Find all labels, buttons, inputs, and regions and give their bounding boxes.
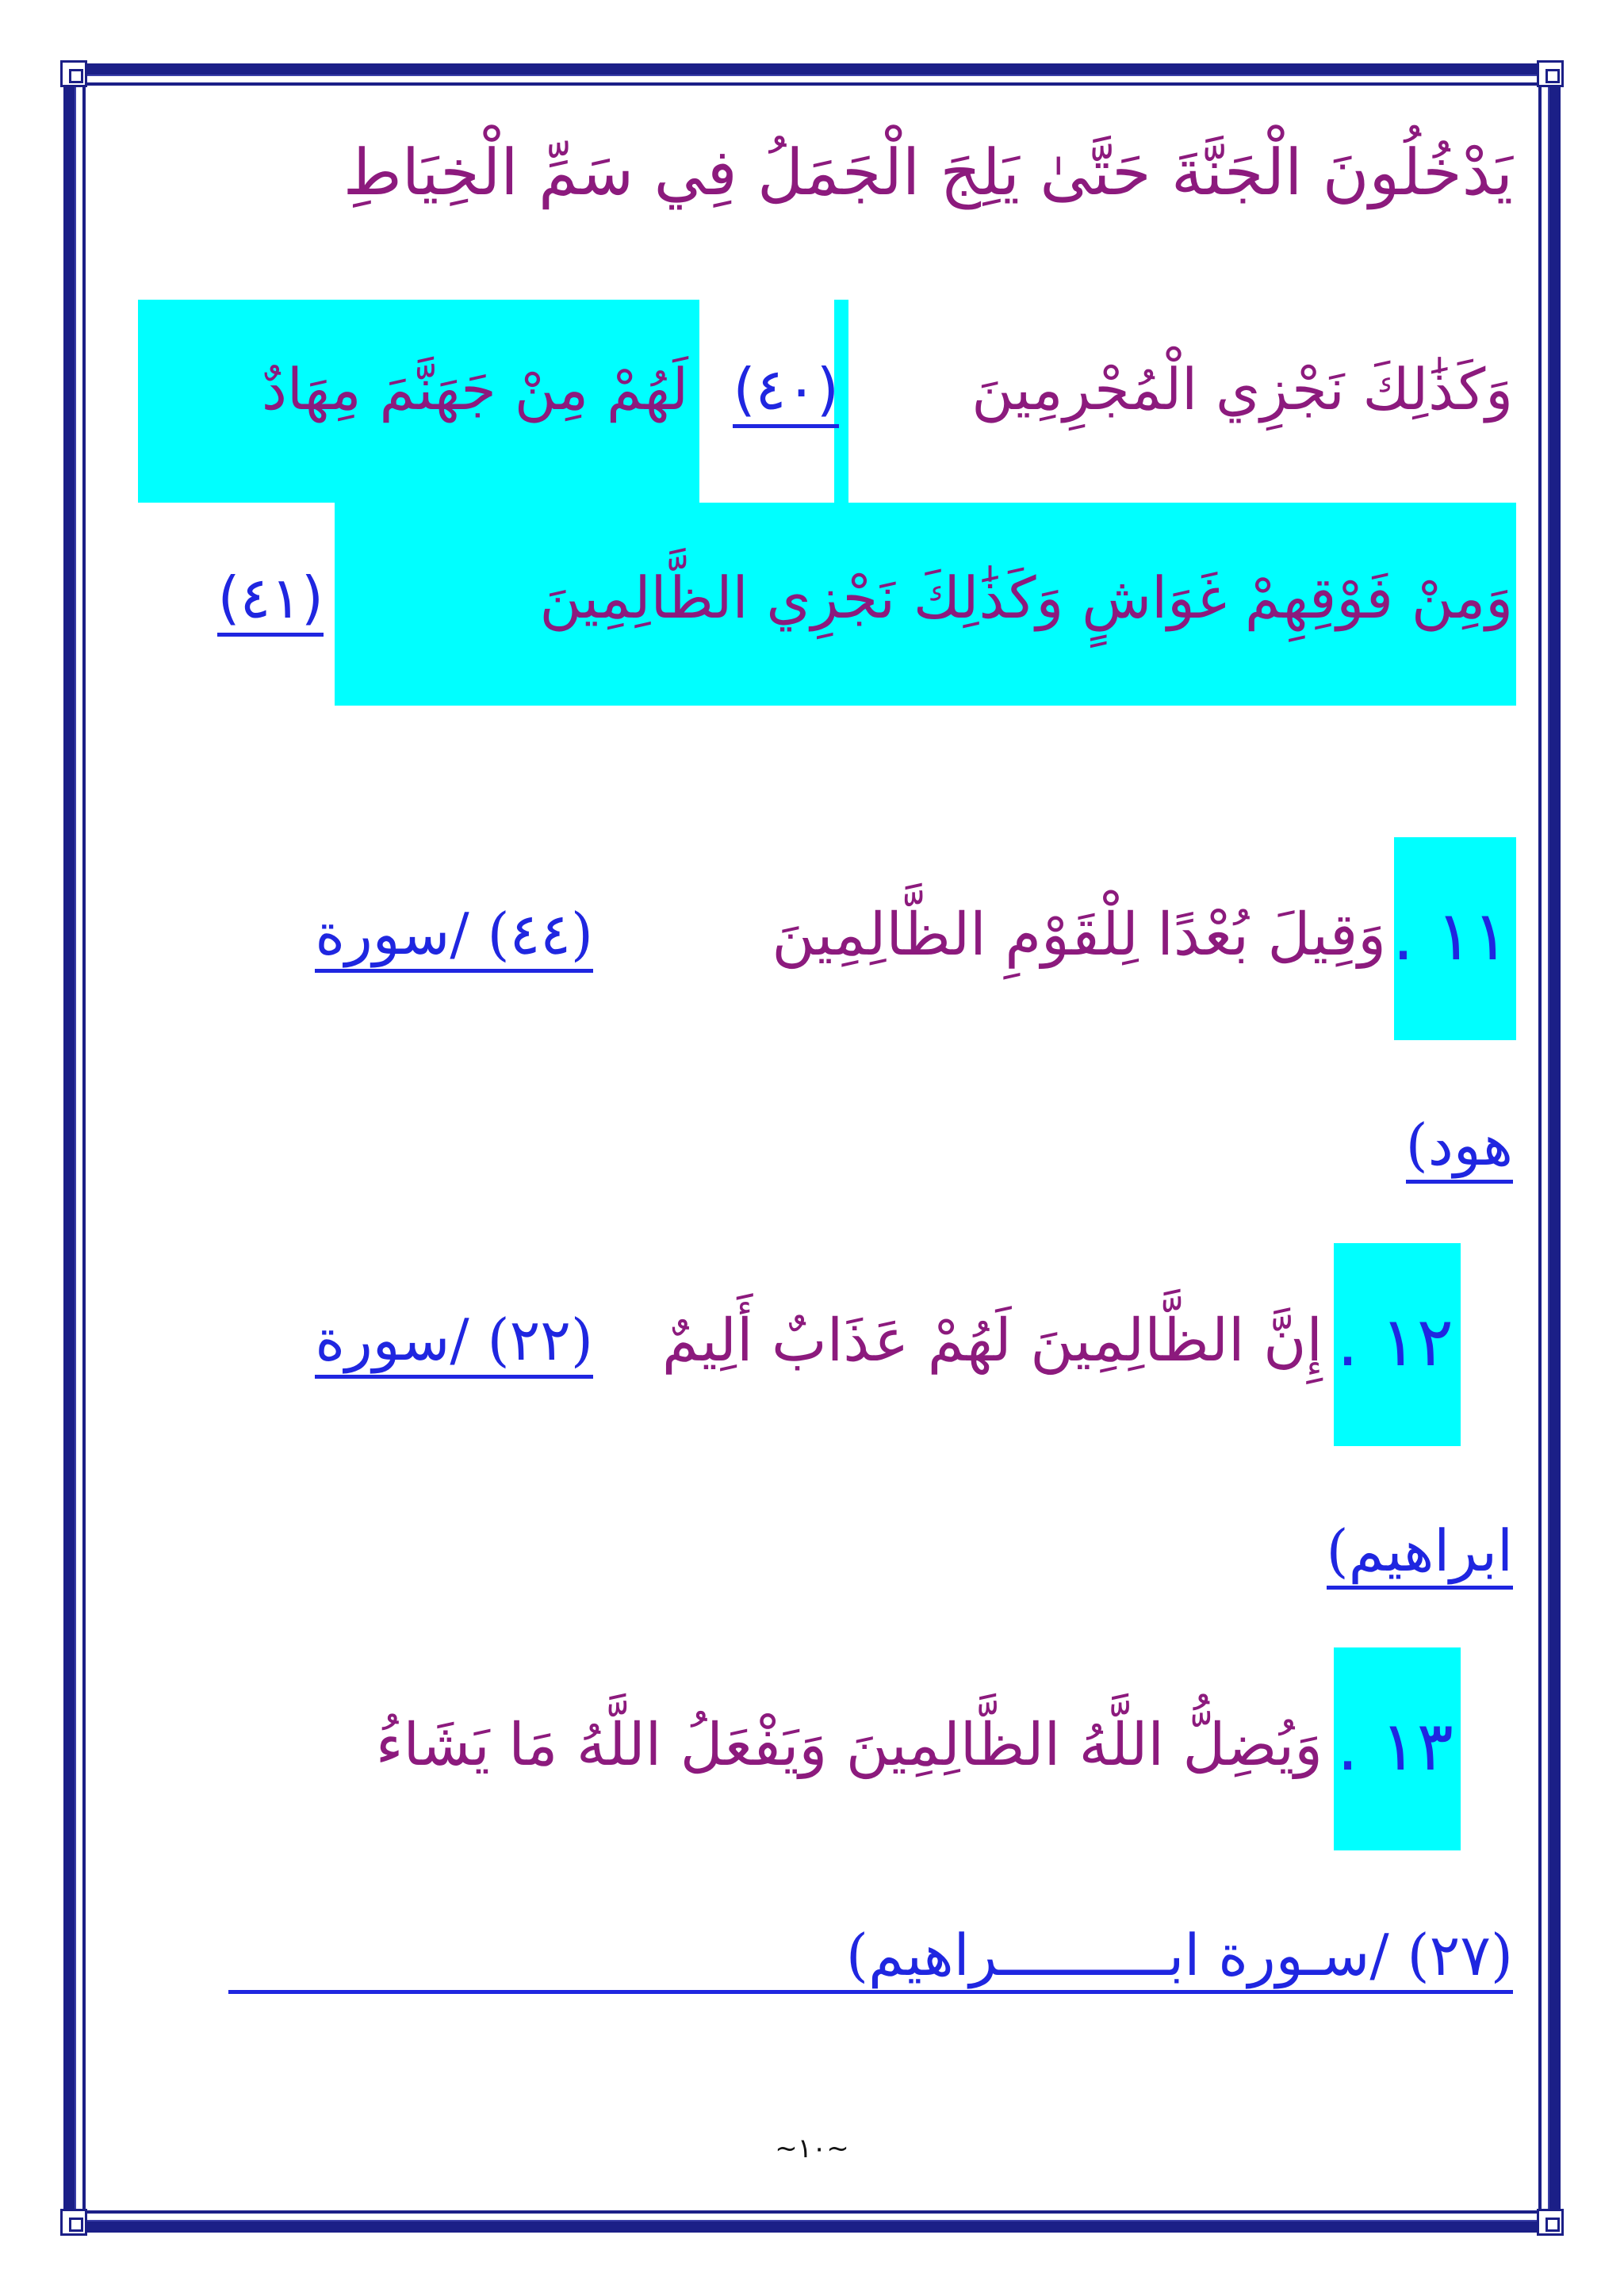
item-11-verse: وَقِيلَ بُعْدًا لِلْقَوْمِ الظَّالِمِينَ bbox=[772, 901, 1386, 969]
verse-number-40: (٤٠) bbox=[733, 361, 839, 428]
item-12-reference-continuation: ابراهيم) bbox=[1327, 1522, 1513, 1590]
item-number-12: ١٢ . bbox=[1336, 1303, 1454, 1382]
verse-line-2: وَكَذَٰلِكَ نَجْزِي الْمُجْرِمِينَ bbox=[971, 356, 1513, 423]
verse-line-1: يَدْخُلُونَ الْجَنَّةَ حَتَّىٰ يَلِجَ الْجَمَلُ فِي سَمِّ الْخِيَاطِ bbox=[343, 136, 1513, 209]
item-number-11: ١١ . bbox=[1392, 897, 1509, 976]
item-number-13: ١٣ . bbox=[1336, 1707, 1454, 1786]
item-13-reference: (٢٧) /سـورة ابــــــــــراهيم) bbox=[228, 1927, 1513, 1994]
verse-line-2-continuation: لَهُمْ مِنْ جَهَنَّمَ مِهَادٌ bbox=[261, 356, 688, 423]
corner-ornament bbox=[1537, 2209, 1564, 2236]
corner-ornament bbox=[60, 2209, 87, 2236]
item-13-verse: وَيُضِلُّ اللَّهُ الظَّالِمِينَ وَيَفْعَلُ اللَّهُ مَا يَشَاءُ bbox=[375, 1711, 1323, 1779]
page-number: ~١٠~ bbox=[775, 2133, 849, 2164]
verse-number-41: (٤١) bbox=[217, 569, 324, 637]
verse-line-3: وَمِنْ فَوْقِهِمْ غَوَاشٍ وَكَذَٰلِكَ نَجْزِي الظَّالِمِينَ bbox=[539, 564, 1513, 631]
item-12-reference: (٢٢) /سورة bbox=[315, 1311, 593, 1379]
item-11-reference-continuation: هود) bbox=[1406, 1116, 1513, 1184]
corner-ornament bbox=[60, 60, 87, 87]
item-11-reference: (٤٤) /سورة bbox=[315, 905, 593, 973]
item-12-verse: إِنَّ الظَّالِمِينَ لَهُمْ عَذَابٌ أَلِيمٌ bbox=[661, 1307, 1323, 1375]
corner-ornament bbox=[1537, 60, 1564, 87]
